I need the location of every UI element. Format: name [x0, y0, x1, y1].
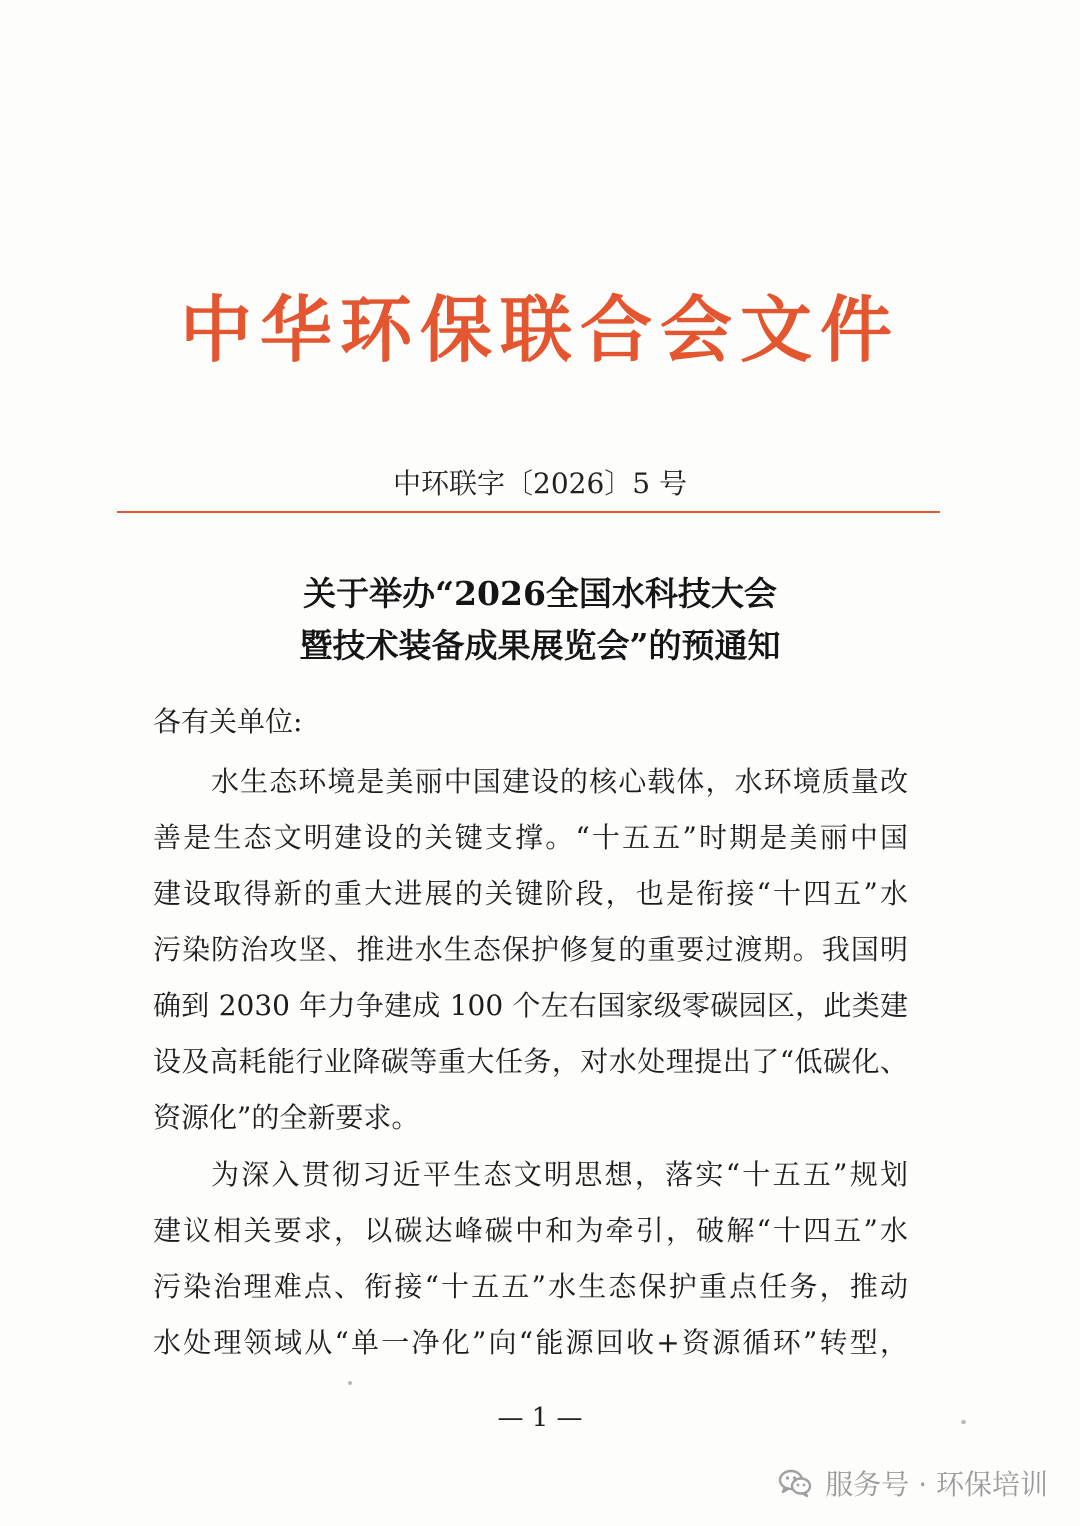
notice-title-line-2: 暨技术装备成果展览会”的预通知	[299, 626, 781, 665]
paragraph-line: 水处理领域从“单一净化”向“能源回收+资源循环”转型，	[153, 1326, 908, 1359]
red-separator-line	[117, 511, 940, 513]
scan-speck	[961, 1420, 966, 1424]
body-paragraph-2	[153, 1147, 908, 1371]
paragraph-line: 设及高耗能行业降碳等重大任务，对水处理提出了“低碳化、	[153, 1045, 908, 1078]
scan-speck	[348, 1381, 352, 1385]
document-number: 中环联字〔2026〕5 号	[393, 467, 687, 500]
page-number: — 1 —	[497, 1403, 583, 1433]
wechat-icon	[777, 1465, 813, 1501]
notice-title-line-1: 关于举办“2026全国水科技大会	[303, 574, 777, 613]
body-paragraph-1	[153, 754, 908, 1146]
account-watermark[interactable]	[777, 1463, 1048, 1503]
paragraph-line: 污染防治攻坚、推进水生态保护修复的重要过渡期。我国明	[153, 933, 908, 966]
paragraph-line: 善是生态文明建设的关键支撑。“十五五”时期是美丽中国	[153, 821, 908, 854]
paragraph-line: 为深入贯彻习近平生态文明思想，落实“十五五”规划	[211, 1158, 908, 1191]
salutation: 各有关单位:	[153, 705, 303, 738]
paragraph-line: 建议相关要求，以碳达峰碳中和为牵引，破解“十四五”水	[153, 1214, 908, 1247]
paragraph-line: 水生态环境是美丽中国建设的核心载体，水环境质量改	[211, 765, 908, 798]
watermark-label: 服务号 · 环保培训	[825, 1468, 1048, 1501]
paragraph-line: 建设取得新的重大进展的关键阶段，也是衔接“十四五”水	[153, 877, 908, 910]
paragraph-line: 资源化”的全新要求。	[153, 1101, 420, 1134]
document-header-title: 中华环保联合会文件	[179, 287, 900, 372]
paragraph-line: 污染治理难点、衔接“十五五”水生态保护重点任务，推动	[153, 1270, 908, 1303]
paragraph-line: 确到 2030 年力争建成 100 个左右国家级零碳园区，此类建	[153, 989, 908, 1022]
